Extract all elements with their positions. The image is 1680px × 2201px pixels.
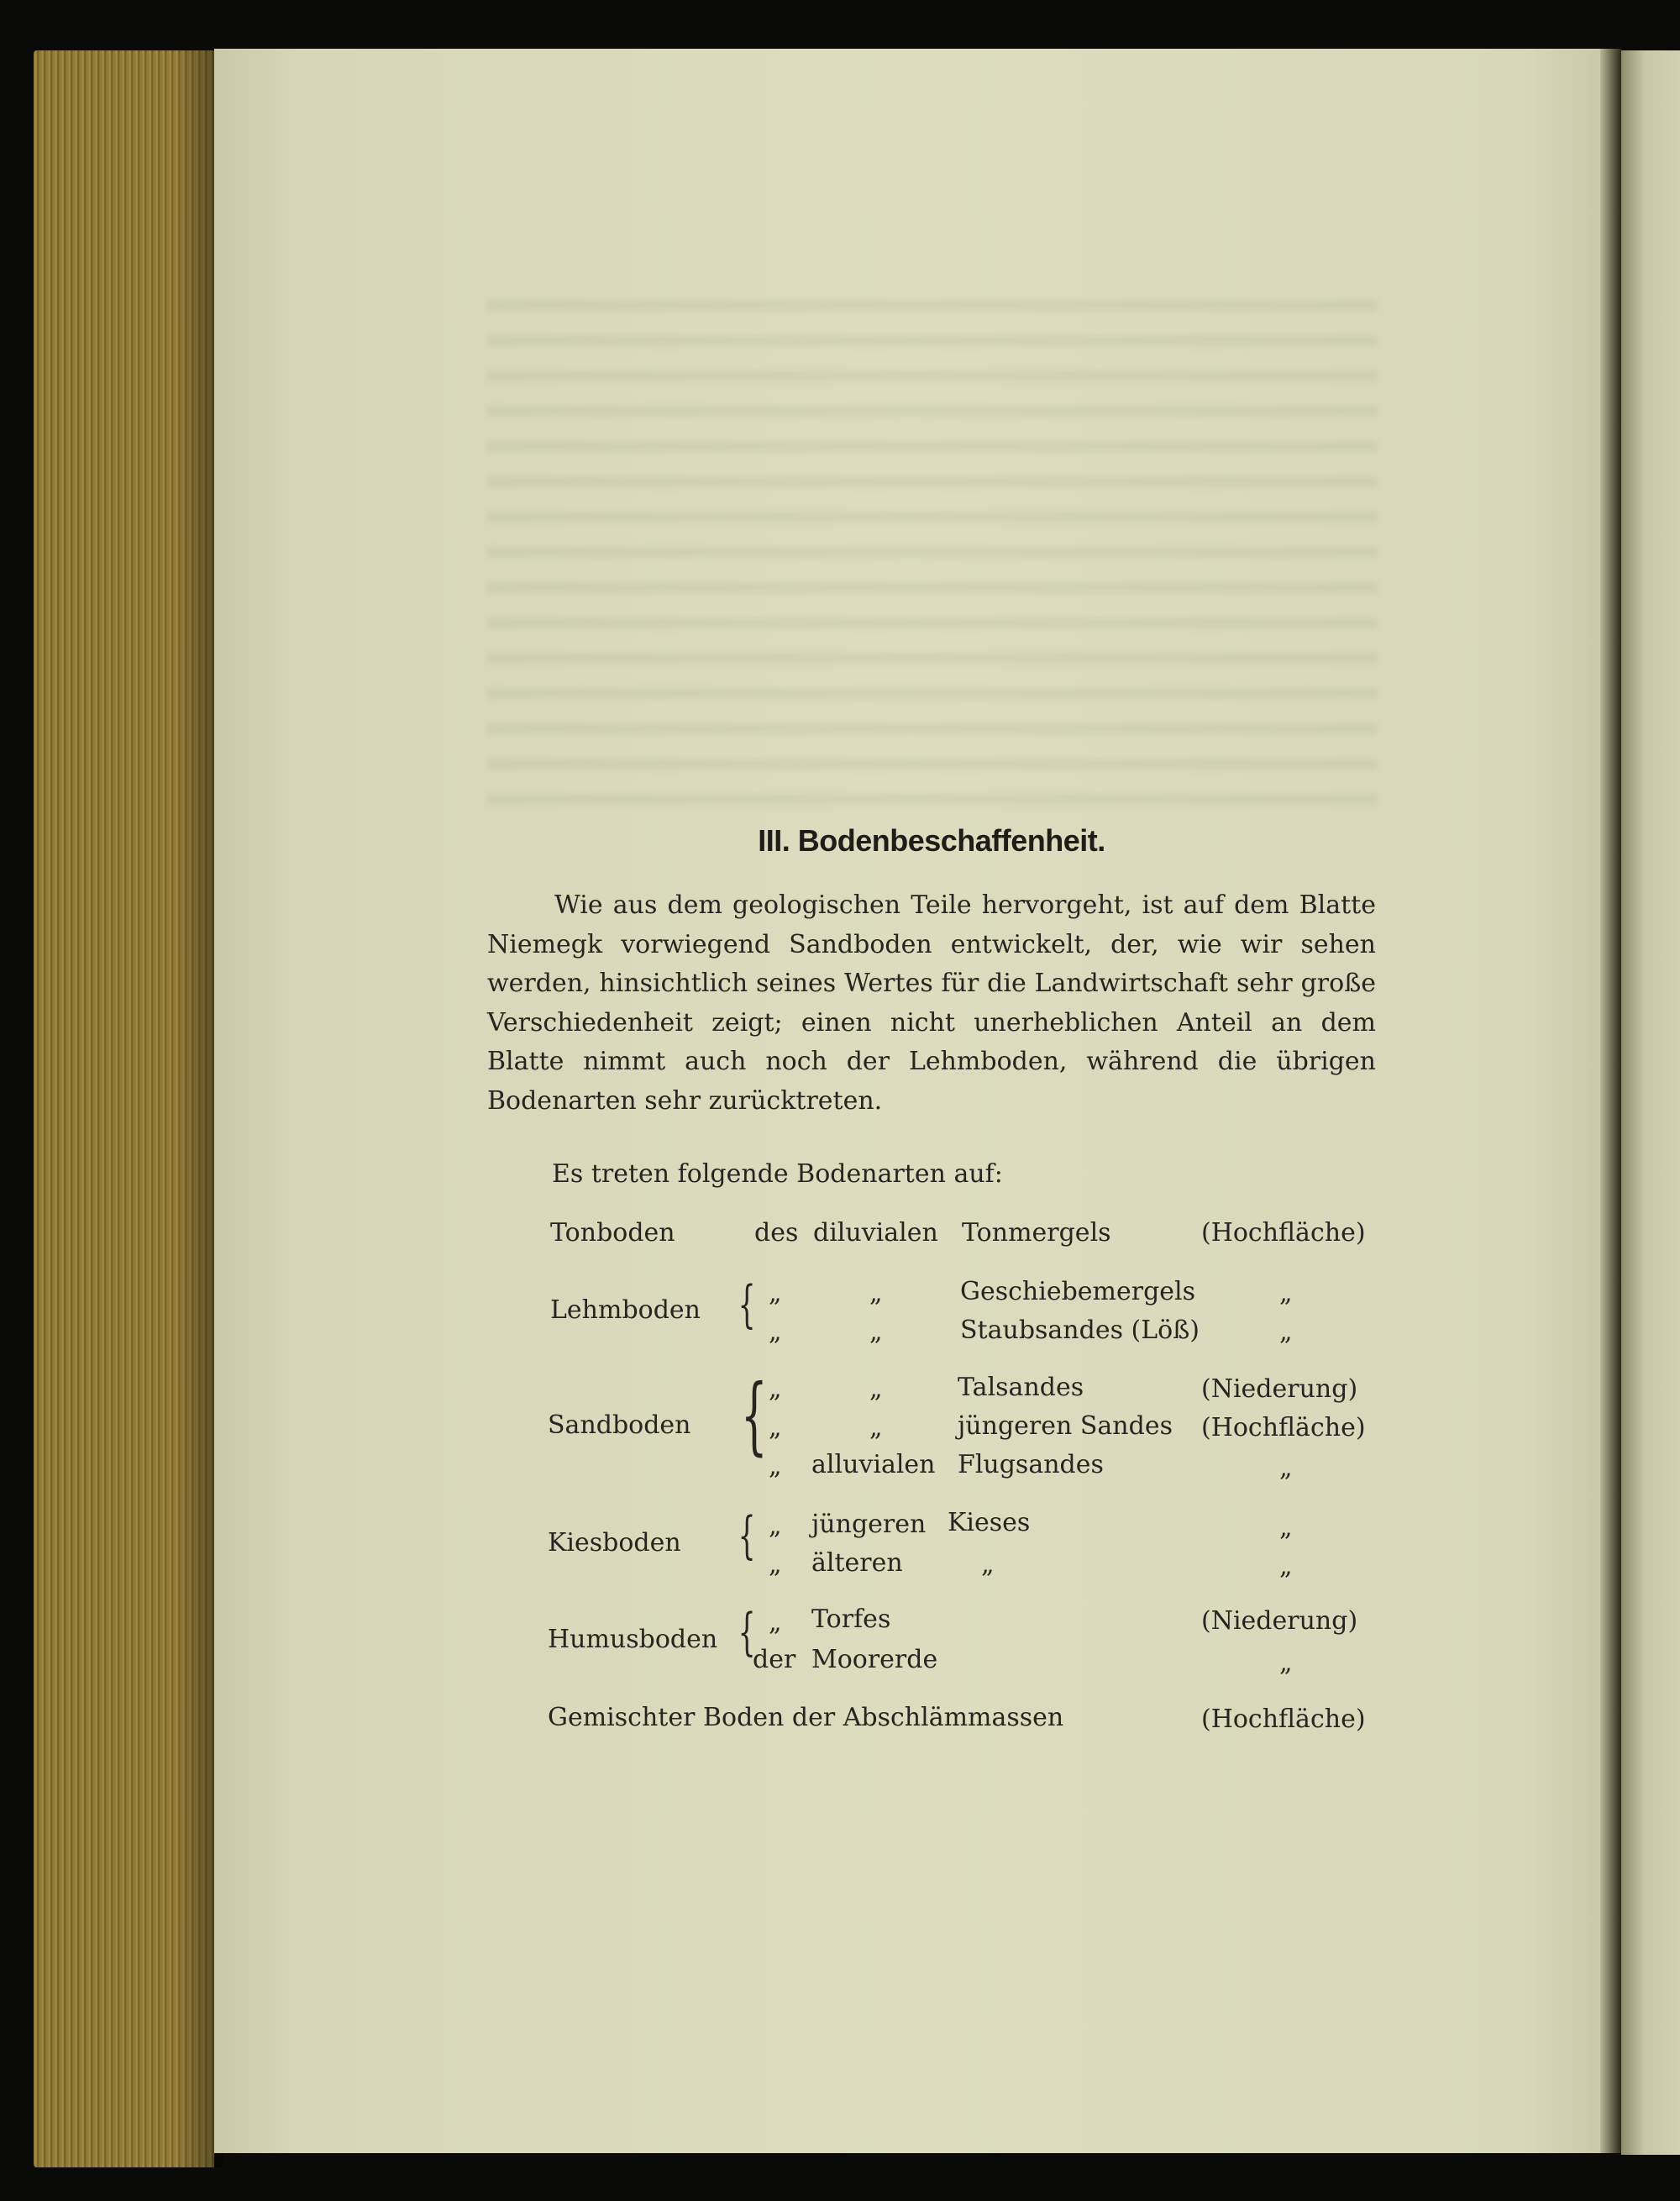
adjective: diluvialen bbox=[813, 1218, 938, 1248]
soil-label: Humusboden bbox=[548, 1625, 718, 1654]
ditto-mark: „ bbox=[769, 1608, 782, 1637]
ditto-mark: „ bbox=[769, 1317, 782, 1347]
ditto-mark: „ bbox=[1279, 1317, 1293, 1347]
noun: Talsandes bbox=[958, 1373, 1084, 1402]
soil-label: Tonboden bbox=[550, 1218, 675, 1248]
ditto-mark: „ bbox=[769, 1511, 782, 1541]
ditto-mark: „ bbox=[1279, 1453, 1293, 1483]
ditto-mark: „ bbox=[769, 1279, 782, 1308]
ditto-mark: „ bbox=[1279, 1552, 1293, 1581]
ditto-mark: „ bbox=[769, 1374, 782, 1404]
ditto-mark: „ bbox=[769, 1452, 782, 1481]
ditto-mark: „ bbox=[869, 1279, 883, 1308]
ditto-mark: „ bbox=[1279, 1648, 1293, 1678]
ditto-mark: „ bbox=[869, 1317, 883, 1347]
list-intro: Es treten folgende Bodenarten auf: bbox=[552, 1159, 1003, 1189]
noun: Staubsandes (Löß) bbox=[960, 1316, 1200, 1345]
ditto-mark: „ bbox=[1279, 1513, 1293, 1542]
adjective: älteren bbox=[811, 1548, 903, 1578]
brace-icon: { bbox=[738, 1603, 756, 1662]
ditto-mark: „ bbox=[869, 1413, 883, 1442]
adjective: jüngeren bbox=[811, 1510, 927, 1539]
show-through-text bbox=[487, 277, 1378, 815]
noun: Geschiebemergels bbox=[960, 1277, 1196, 1306]
noun: Flugsandes bbox=[958, 1450, 1104, 1479]
soil-label: Kiesboden bbox=[548, 1528, 681, 1558]
ditto-mark: „ bbox=[769, 1550, 782, 1579]
location: (Hochfläche) bbox=[1201, 1218, 1366, 1248]
ditto-mark: „ bbox=[869, 1374, 883, 1404]
adjective: alluvialen bbox=[811, 1450, 936, 1479]
ditto-mark: „ bbox=[981, 1550, 995, 1579]
adjective: Torfes bbox=[811, 1605, 891, 1634]
brace-icon: { bbox=[740, 1366, 768, 1464]
section-heading: III. Bodenbeschaffenheit. bbox=[758, 823, 1105, 858]
location: (Hochfläche) bbox=[1201, 1705, 1366, 1734]
location: (Niederung) bbox=[1201, 1606, 1358, 1636]
soil-label: Sandboden bbox=[548, 1410, 691, 1440]
article: des bbox=[754, 1218, 799, 1248]
book-gutter bbox=[1600, 49, 1621, 2153]
adjective: Moorerde bbox=[811, 1645, 938, 1674]
article: der bbox=[753, 1645, 796, 1674]
brace-icon: { bbox=[738, 1506, 756, 1565]
noun: Tonmergels bbox=[962, 1218, 1111, 1248]
body-paragraph: Wie aus dem geologischen Teile hervorgeht, ist auf dem Blatte Niemegk vorwiegend Sandboden entwickelt, der, wie wir sehen werden, hinsichtlich seines Wertes für die Landwirtschaft sehr große Verschiedenheit zeigt; einen nicht unerheblichen Anteil an dem Blatte nimmt auch noch der Lehmboden, während die übrigen Bodenarten sehr zurücktreten. bbox=[487, 890, 1376, 1116]
noun: Kieses bbox=[948, 1508, 1031, 1537]
brace-icon: { bbox=[738, 1275, 756, 1334]
location: (Hochfläche) bbox=[1201, 1413, 1366, 1442]
noun: jüngeren Sandes bbox=[958, 1411, 1173, 1441]
ditto-mark: „ bbox=[1279, 1279, 1293, 1308]
soil-label: Lehmboden bbox=[550, 1295, 701, 1325]
location: (Niederung) bbox=[1201, 1374, 1358, 1404]
soil-label: Gemischter Boden der Abschlämmassen bbox=[548, 1703, 1064, 1732]
facing-page bbox=[1621, 50, 1680, 2155]
ditto-mark: „ bbox=[769, 1413, 782, 1442]
